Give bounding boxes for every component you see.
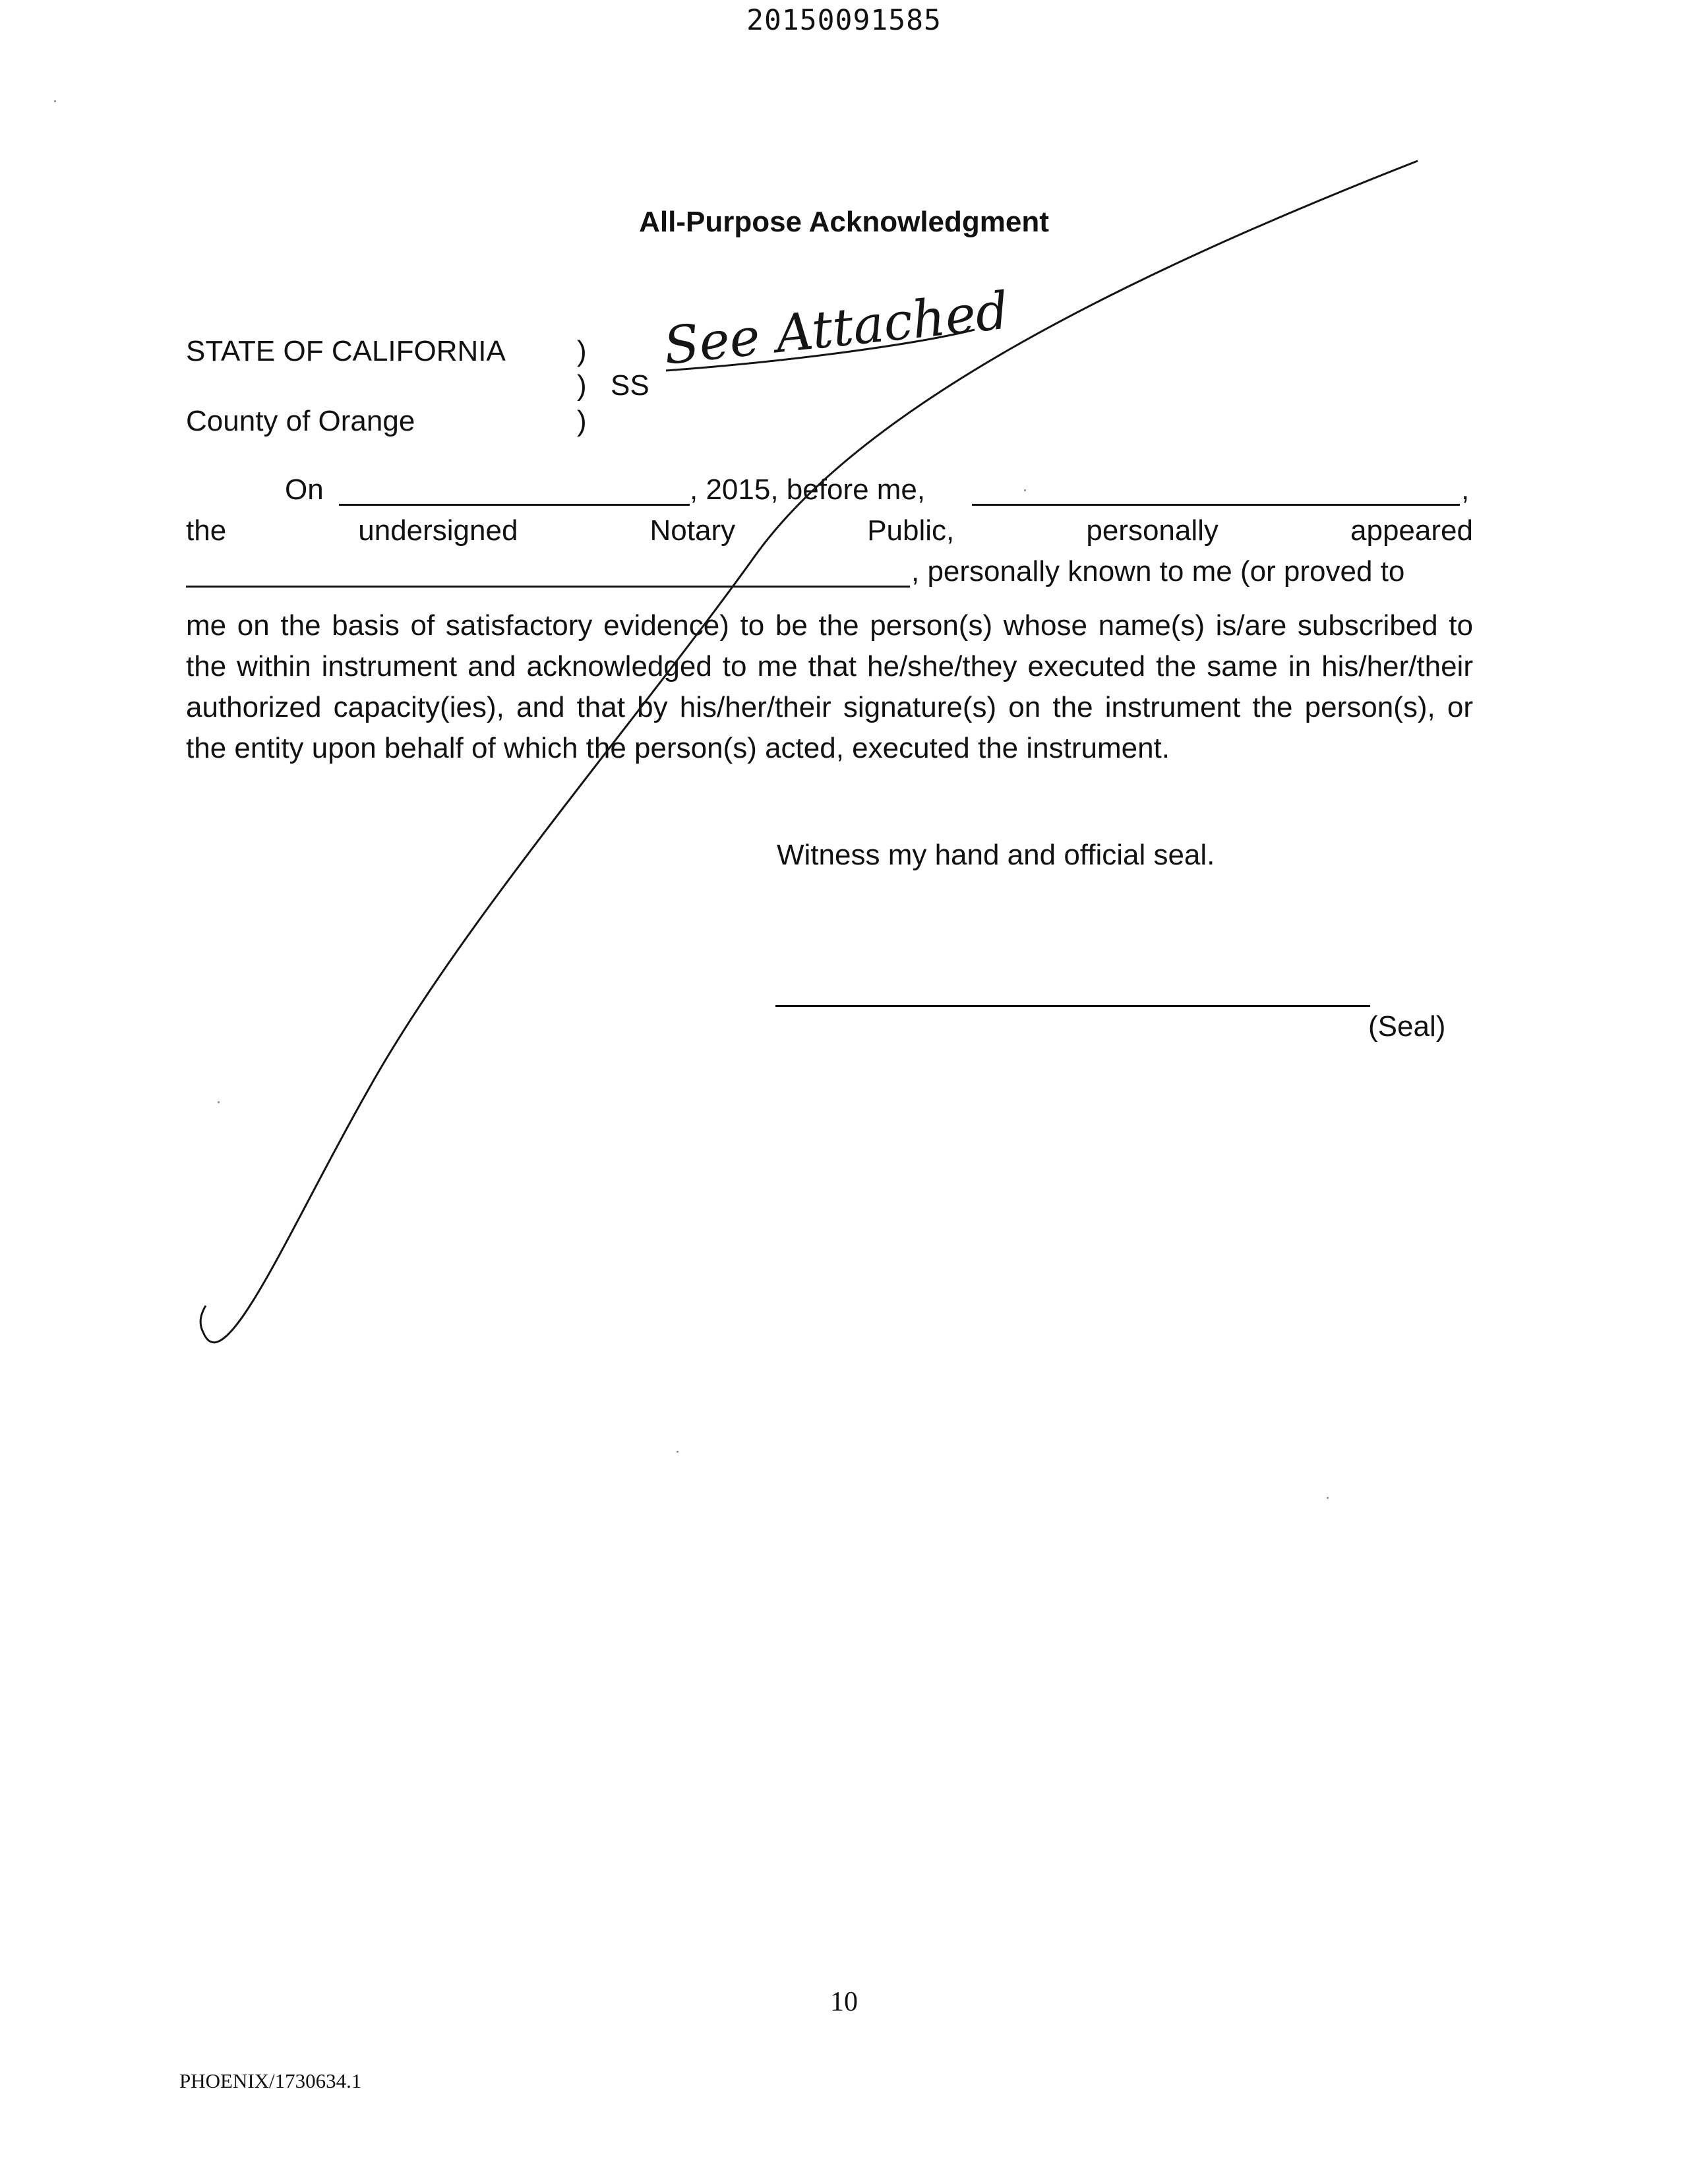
venue-ss: SS [611,369,649,402]
page-number: 10 [830,1987,858,2017]
line2-word: personally [1086,514,1219,547]
footer-reference: PHOENIX/1730634.1 [179,2069,362,2092]
line2-word: Public, [867,514,955,547]
signer-name-blank-line [186,586,910,588]
scan-speck [54,100,56,102]
witness-statement: Witness my hand and official seal. [777,839,1215,871]
seal-label: (Seal) [1368,1010,1446,1043]
line1-end-comma: , [1461,473,1470,506]
recording-number: 20150091585 [746,4,942,37]
notary-signature-line [775,1005,1370,1007]
handwritten-note: See Attached [661,281,1011,377]
line2-word: the [186,514,227,547]
notary-name-blank-line [972,504,1460,506]
venue-paren-1: ) [577,335,587,367]
line1-year-text: , 2015, before me, [690,473,926,506]
scan-speck [677,1451,678,1453]
venue-paren-2: ) [577,369,587,402]
line2-word: appeared [1350,514,1473,547]
venue-county: County of Orange [186,405,415,437]
line2-word: Notary [649,514,736,547]
scan-speck [1024,489,1026,491]
scan-speck [218,1101,220,1103]
handwritten-underline [666,330,975,371]
venue-state: STATE OF CALIFORNIA [186,335,506,367]
date-blank-line [339,504,690,506]
venue-paren-3: ) [577,405,587,437]
scan-speck [1327,1497,1329,1499]
document-title: All-Purpose Acknowledgment [639,206,1049,238]
line3-text: , personally known to me (or proved to [911,555,1405,588]
acknowledgment-paragraph: me on the basis of satisfactory evidence) to be the person(s) whose name(s) is/are subscribed to the within instrument and acknowledged to me that he/she/they executed the same in his/her/their authorized capacity(ies), and that by his/her/their signature(s) on the instrument the person(s), or the entity upon behalf of which the person(s) acted, executed the instrument. [186,609,1473,764]
line1-on: On [285,473,324,506]
line2-justified [186,514,1473,547]
line2-word: undersigned [358,514,518,547]
